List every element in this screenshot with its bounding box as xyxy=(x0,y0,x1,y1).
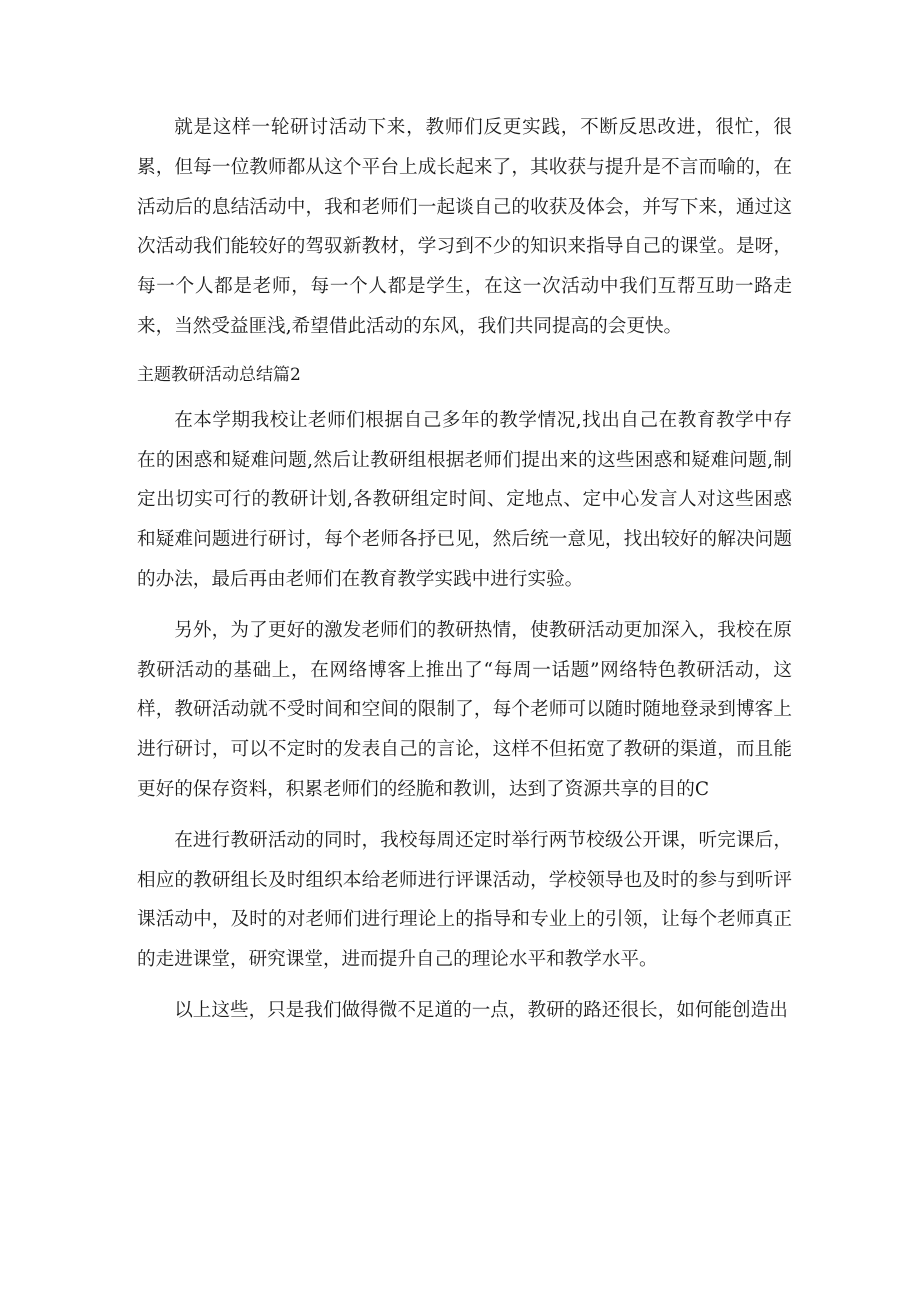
paragraph-5: 以上这些，只是我们做得微不足道的一点，教研的路还很长，如何能创造出 xyxy=(174,999,788,1021)
document-body xyxy=(137,108,792,1031)
paragraph-1: 就是这样一轮研讨活动下来，教师们反更实践，不断反思改进，很忙，很累，但每一位教师都从这个平台上成长起来了，其收获与提升是不言而喻的，在活动后的息结活动中，我和老师们一起谈自己的收获及体会，并写下来，通过这次活动我们能较好的驾驭新教材，学习到不少的知识来指导自己的课堂。是呀，每一个人都是老师，每一个人都是学生，在这一次活动中我们互帮互助一路走来，当然受益匪浅,希望借此活动的东风，我们共同提高的会更快。 xyxy=(137,117,792,337)
paragraph-gap xyxy=(137,810,792,821)
section-heading: 主题教研活动总结篇2 xyxy=(137,364,301,385)
paragraph-gap xyxy=(137,980,792,991)
paragraph-4: 在进行教研活动的同时，我校每周还定时举行两节校级公开课，听完课后，相应的教研组长及时组织本给老师进行评课活动，学校领导也及时的参与到听评课活动中，及时的对老师们进行理论上的指导和专业上的引领，让每个老师真正的走进课堂，研究课堂，进而提升自己的理论水平和教学水平。 xyxy=(137,829,792,971)
paragraph-3: 另外，为了更好的激发老师们的教研热情，使教研活动更加深入，我校在原教研活动的基础上，在网络博客上推出了“每周一话题”网络特色教研活动，这样，教研活动就不受时间和空间的限制了，每个老师可以随时随地登录到博客上进行研讨，可以不定时的发表自己的言论，这样不但拓宽了教研的渠道，而且能更好的保存资料，积累老师们的经脆和教训，达到了资源共享的目的C xyxy=(137,619,792,800)
paragraph-gap xyxy=(137,600,792,611)
paragraph-2: 在本学期我校让老师们根据自己多年的教学情况,找出自己在教育教学中存在的困惑和疑难问题,然后让教研组根据老师们提出来的这些困惑和疑难问题,制定出切实可行的教研计划,各教研组定时间、定地点、定中心发言人对这些困惑和疑难问题进行研讨，每个老师各抒已见，然后统一意见，找出较好的解决问题的办法，最后再由老师们在教育教学实践中进行实验。 xyxy=(137,409,792,590)
